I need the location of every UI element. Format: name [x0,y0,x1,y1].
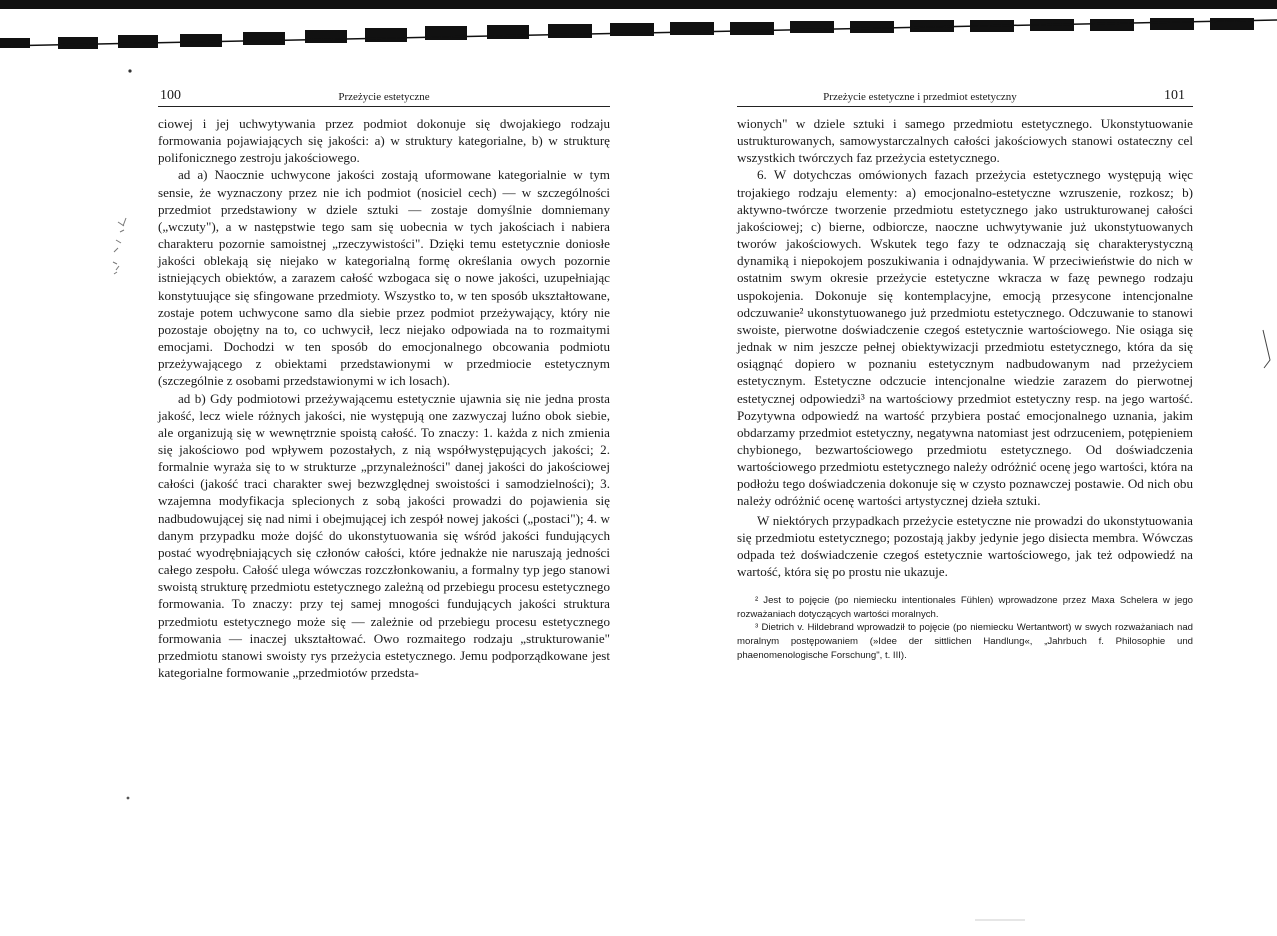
right-body-text [737,115,1193,580]
paragraph: 6. W dotychczas omówionych fazach przeżycia estetycznego występują więc trojakiego rodzaju elementy: a) emocjonalno-estetyczne wzruszenie, rozkosz; b) aktywno-twórcze tworzenie przedmiotu estetycznego jako ustrukturowanej całości jakościowej; c) bierne, odbiorcze, naoczne uchwytywanie już ukonstytuowanych tworów jakościowych. Wskutek tego fazy te odznaczają się charakterystyczną dynamiką i niepokojem poszukiwania i odnajdywania. W przeciwieństwie do nich w ostatnim swym okresie przeżycie estetyczne wkracza w fazę pewnego rodzaju uspokojenia. Dokonuje się kontemplacyjne, emocją przesycone intencjonalne odczuwanie² ukonstytuowanego już przedmiotu estetycznego. Odczuwanie to stanowi swoiste, pierwotne doświadczenie czegoś estetycznie wartościowego. Nie osiąga się jednak w nim jeszcze pełnej obiektywizacji przedmiotu estetycznego, która da się osiągnąć dopiero w poznaniu estetycznym nadbudowanym nad przeżyciem estetycznym. Estetyczne odczucie intencjonalne wiedzie zarazem do pierwotnej estetycznej odpowiedzi³ na wartościowy przedmiot estetyczny resp. na jego wartość. Pozytywna odpowiedź na wartość przybiera postać emocjonalnego uznania, jakim obdarzamy przedmiot estetyczny, negatywna natomiast jest odrzuceniem, potępieniem chybionego, bezwartościowego przedmiotu estetycznego. Od doświadczenia wartościowego przedmiotu estetycznego należy odróżnić ocenę jego wartości, która na podłożu tego doświadczenia dokonuje się w czysto poznawczej postawie. Od nich obu należy odróżnić ocenę wartości artystycznej dzieła sztuki. [737,167,1193,509]
right-running-title: Przeżycie estetyczne i przedmiot estetyczny [823,91,1017,103]
right-running-head [737,88,1193,107]
left-body-text [158,115,610,681]
paragraph: ad b) Gdy podmiotowi przeżywającemu estetycznie ujawnia się nie jedna prosta jakość, lecz wiele różnych jakości, nie występują one zazwyczaj luźno obok siebie, ale organizują się w wewnętrznie spoistą całość. To znaczy: 1. każda z nich zmienia się jakościowo pod wpływem pozostałych, z nią współwystępujących jakości; 2. formalnie wyraża się to w strukturze „przynależności" danej jakości do jakościowej całości (jakość traci charakter swej bezwzględnej swoistości i samodzielności); 3. wzajemna modyfikacja splecionych z sobą jakości prowadzi do pojawienia się nadbudowującej się nad nimi i obejmującej ich zespół nowej jakości („postaci"); 4. w danym przypadku może dojść do ukonstytuowania się wśród jakości fundujących postać wyodrębniających się członów całości, które jednakże nie naruszają jedności całego zespołu. Całość ulega wówczas rozczłonkowaniu, a formalny typ jego stanowi swoistą strukturę przedmiotu estetycznego zależną od przebiegu procesu estetycznego formowania. To znaczy: przy tej samej mnogości fundujących jakości struktura przedmiotu estetycznego może się — zależnie od przebiegu procesu estetycznego formowania — inaczej ukształtować. Owo rozmaitego rodzaju „strukturowanie" przedmiotu stanowi swoisty rys przeżycia estetycznego. Jemu podporządkowane jest kategorialne formowanie „przedmiotów przedsta- [158,390,610,680]
left-page [158,88,610,681]
left-page-number: 100 [160,88,181,103]
scan-edge-band [0,0,1277,52]
paragraph: wionych" w dziele sztuki i samego przedmiotu estetycznego. Ukonstytuowanie ustrukturowanych, samowystarczalnych całości jakościowych stanowi ostateczny cel wszystkich twórczych faz przeżycia estetycznego. [737,116,1193,166]
left-running-title: Przeżycie estetyczne [338,91,430,103]
paragraph: W niektórych przypadkach przeżycie estetyczne nie prowadzi do ukonstytuowania się przedmiotu estetycznego; pozostają jakby jedynie jego disiecta membra. Wówczas odpada też doświadczenie czegoś estetycznie wartościowego, jak też odpowiedź na wartość, która się po prostu nie ukazuje. [737,512,1193,580]
paragraph: ad a) Naocznie uchwycone jakości zostają uformowane kategorialnie w tym sensie, że wyznaczony przez nie ich podmiot (nosiciel cech) — w szczególności przedmiot przedstawiony w dziele sztuki — zostaje domyślnie domniemany („wczuty"), a w następstwie tego sam się uobecnia w tych jakościach i nabiera charakteru pozornie samoistnej „rzeczywistości". Dzięki temu estetycznie doniosłe jakości oblekają się niejako w kategorialną formę określania owych pozornie istniejących obiektów, a zarazem całość wzbogaca się o nowe jakości, uzupełniając konstytuujące się sfingowane przedmioty. Wszystko to, w ten sposób ukształtowane, zostaje potem uchwycone samo dla siebie przez podmiot przeżywający, który nie pozostaje obojętny na to, co uchwycił, lecz niejako odpowiada na to rozmaitymi emocjami. Dochodzi w ten sposób do emocjonalnego obcowania podmiotu przeżywającego z obiektami przedstawionymi w przedmiocie estetycznym (szczególnie z osobami przedstawionymi w ich losach). [158,167,610,389]
left-running-head [158,88,610,107]
footnote: ³ Dietrich v. Hildebrand wprowadził to pojęcie (po niemiecku Wertantwort) w swych rozważaniach nad moralnym postępowaniem (»Idee der sittlichen Handlung«, „Jahrbuch f. Philosophie und phaenomenologische Forschung", t. III). [737,622,1193,661]
right-page-number: 101 [1164,88,1185,103]
footnotes [737,594,1193,662]
footnote: ² Jest to pojęcie (po niemiecku intentionales Fühlen) wprowadzone przez Maxa Schelera w jego rozważaniach dotyczących wartości moralnych. [737,595,1193,620]
paragraph: ciowej i jej uchwytywania przez podmiot dokonuje się dwojakiego rodzaju formowania pojawiających się jakości: a) w struktury kategorialne, b) w strukturę polifonicznego zestroju jakościowego. [158,116,610,166]
right-page [737,88,1193,662]
